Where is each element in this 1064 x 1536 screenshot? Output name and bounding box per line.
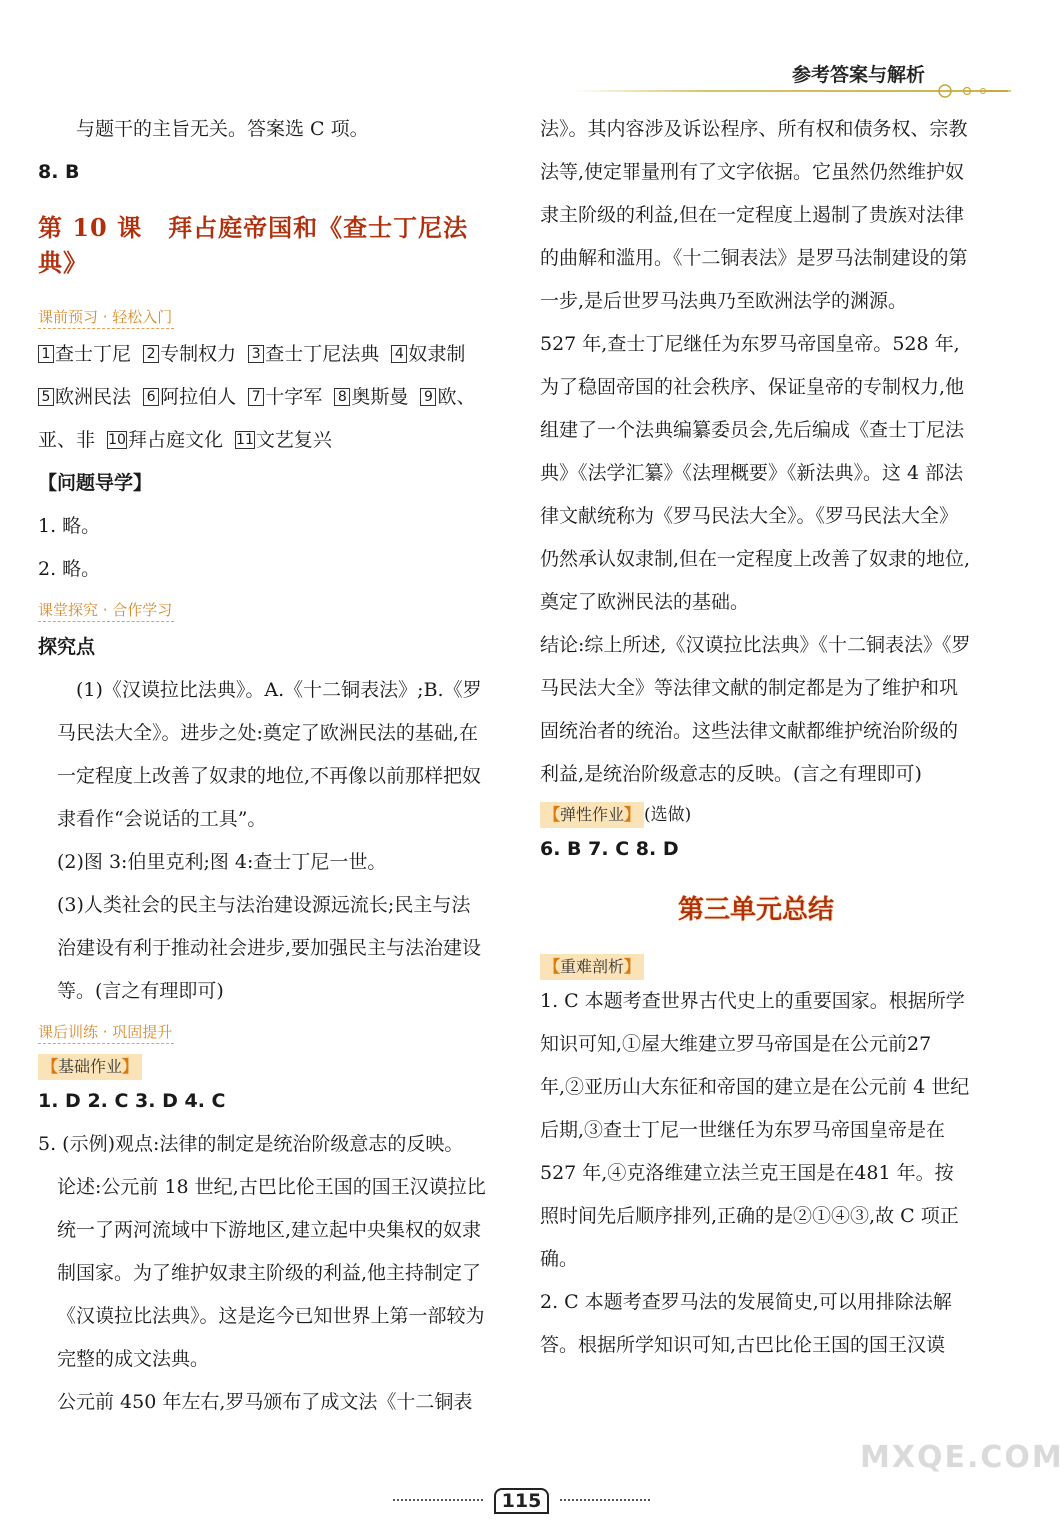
page-header-title: 参考答案与解析 [791,64,925,86]
section-tag-after: 课后训练 · 巩固提升 [38,1021,174,1044]
preview-answers [38,333,488,462]
preview-item: 4 奴隶制 [391,343,465,365]
answers-1-4: 1. D 2. C 3. D 4. C [38,1090,226,1112]
label-tanxing: 【弹性作业】 [540,802,644,828]
preview-item: 5 欧洲民法 [38,386,131,408]
answer-5: 5. (示例)观点:法律的制定是统治阶级意志的反映。 [38,1133,464,1155]
footer-dots-left [393,1499,483,1501]
header-ornament-icon [923,80,1013,102]
label-zhongnan: 【重难剖析】 [540,954,644,980]
label-jichu: 【基础作业】 [38,1054,142,1080]
tanjiu-1: (1)《汉谟拉比法典》。A.《十二铜表法》;B.《罗马民法大全》。进步之处:奠定了欧洲民法的基础,在一定程度上改善了奴隶的地位,不再像以前那样把奴隶看作“会说话的工具”。 [57,679,482,830]
question-1-analysis: 1. C 本题考查世界古代史上的重要国家。根据所学知识可知,①屋大维建立罗马帝国是在公元前27 年,②亚历山大东征和帝国的建立是在公元前 4 世纪后期,③查士丁尼一世继任为东罗马帝国皇帝是在527 年,④克洛维建立法兰克王国是在481 年。按照时间先后顺序排列,正确的是②①④③,故 C 项正确。 [540,990,970,1270]
preview-item: 3 查士丁尼法典 [248,343,379,365]
section-tag-class: 课堂探究 · 合作学习 [38,599,174,622]
preview-item: 11 文艺复兴 [236,429,332,451]
right-text-2: 527 年,查士丁尼继任为东罗马帝国皇帝。528 年,为了稳固帝国的社会秩序、保证皇帝的专制权力,他组建了一个法典编纂委员会,先后编成《查士丁尼法典》《法学汇纂》《法理概要》《新法典》。这 4 部法律文献统称为《罗马民法大全》。《罗马民法大全》仍然承认奴隶制,但在一定程度上改善了奴隶的地位,奠定了欧洲民法的基础。 [540,333,971,613]
section-tanjiu: 探究点 [38,636,96,658]
answer-5-continued: 公元前 450 年左右,罗马颁布了成文法《十二铜表 [57,1391,473,1413]
answers-6-8: 6. B 7. C 8. D [540,838,679,860]
tanjiu-2: (2)图 3:伯里克利;图 4:查士丁尼一世。 [57,851,387,873]
answer-8: 8. B [38,161,80,183]
preview-item: 7 十字军 [248,386,322,408]
right-text-1: 法》。其内容涉及诉讼程序、所有权和债务权、宗教法等,使定罪量刑有了文字依据。它虽然仍然维护奴隶主阶级的利益,但在一定程度上遏制了贵族对法律的曲解和滥用。《十二铜表法》是罗马法制建设的第一步,是后世罗马法典乃至欧洲法学的渊源。 [540,118,968,312]
unit-summary-title: 第三单元总结 [677,895,834,925]
tanjiu-3: (3)人类社会的民主与法治建设源远流长;民主与法治建设有利于推动社会进步,要加强民主与法治建设等。(言之有理即可) [57,894,482,1002]
preview-item: 8 奥斯曼 [334,386,408,408]
answer-text: 与题干的主旨无关。答案选 C 项。 [76,118,369,140]
footer-dots-right [560,1499,650,1501]
preview-item: 1 查士丁尼 [38,343,131,365]
right-conclusion: 结论:综上所述,《汉谟拉比法典》《十二铜表法》《罗马民法大全》等法律文献的制定都是为了维护和巩固统治者的统治。这些法律文献都维护统治阶级的利益,是统治阶级意志的反映。(言之有理即可) [540,634,971,785]
wenti-2: 2. 略。 [38,558,101,580]
section-tag-preview: 课前预习 · 轻松入门 [38,306,174,329]
right-column [540,108,972,1367]
page-footer [0,1488,1043,1514]
left-column [38,108,488,1424]
answer-5-argument: 论述:公元前 18 世纪,古巴比伦王国的国王汉谟拉比统一了两河流域中下游地区,建立起中央集权的奴隶制国家。为了维护奴隶主阶级的利益,他主持制定了《汉谟拉比法典》。这是迄今已知世界上第一部较为完整的成文法典。 [57,1176,486,1370]
question-2-analysis: 2. C 本题考查罗马法的发展简史,可以用排除法解答。根据所学知识可知,古巴比伦王国的国王汉谟 [540,1291,952,1356]
lesson-title [38,208,488,278]
lesson-name: 拜占庭帝国和《查士丁尼法典》 [38,213,469,277]
label-tanxing-suffix: (选做) [644,805,692,825]
preview-item: 6 阿拉伯人 [143,386,236,408]
page-number: 115 [494,1488,550,1514]
preview-item: 2 专制权力 [143,343,236,365]
section-wenti: 【问题导学】 [38,472,153,494]
preview-item: 9 欧、亚、非 [38,386,476,451]
wenti-1: 1. 略。 [38,515,101,537]
lesson-number: 第 10 课 [38,213,143,242]
preview-item: 10 拜占庭文化 [108,429,223,451]
watermark-logo: MXQE.COM [860,1440,1064,1475]
